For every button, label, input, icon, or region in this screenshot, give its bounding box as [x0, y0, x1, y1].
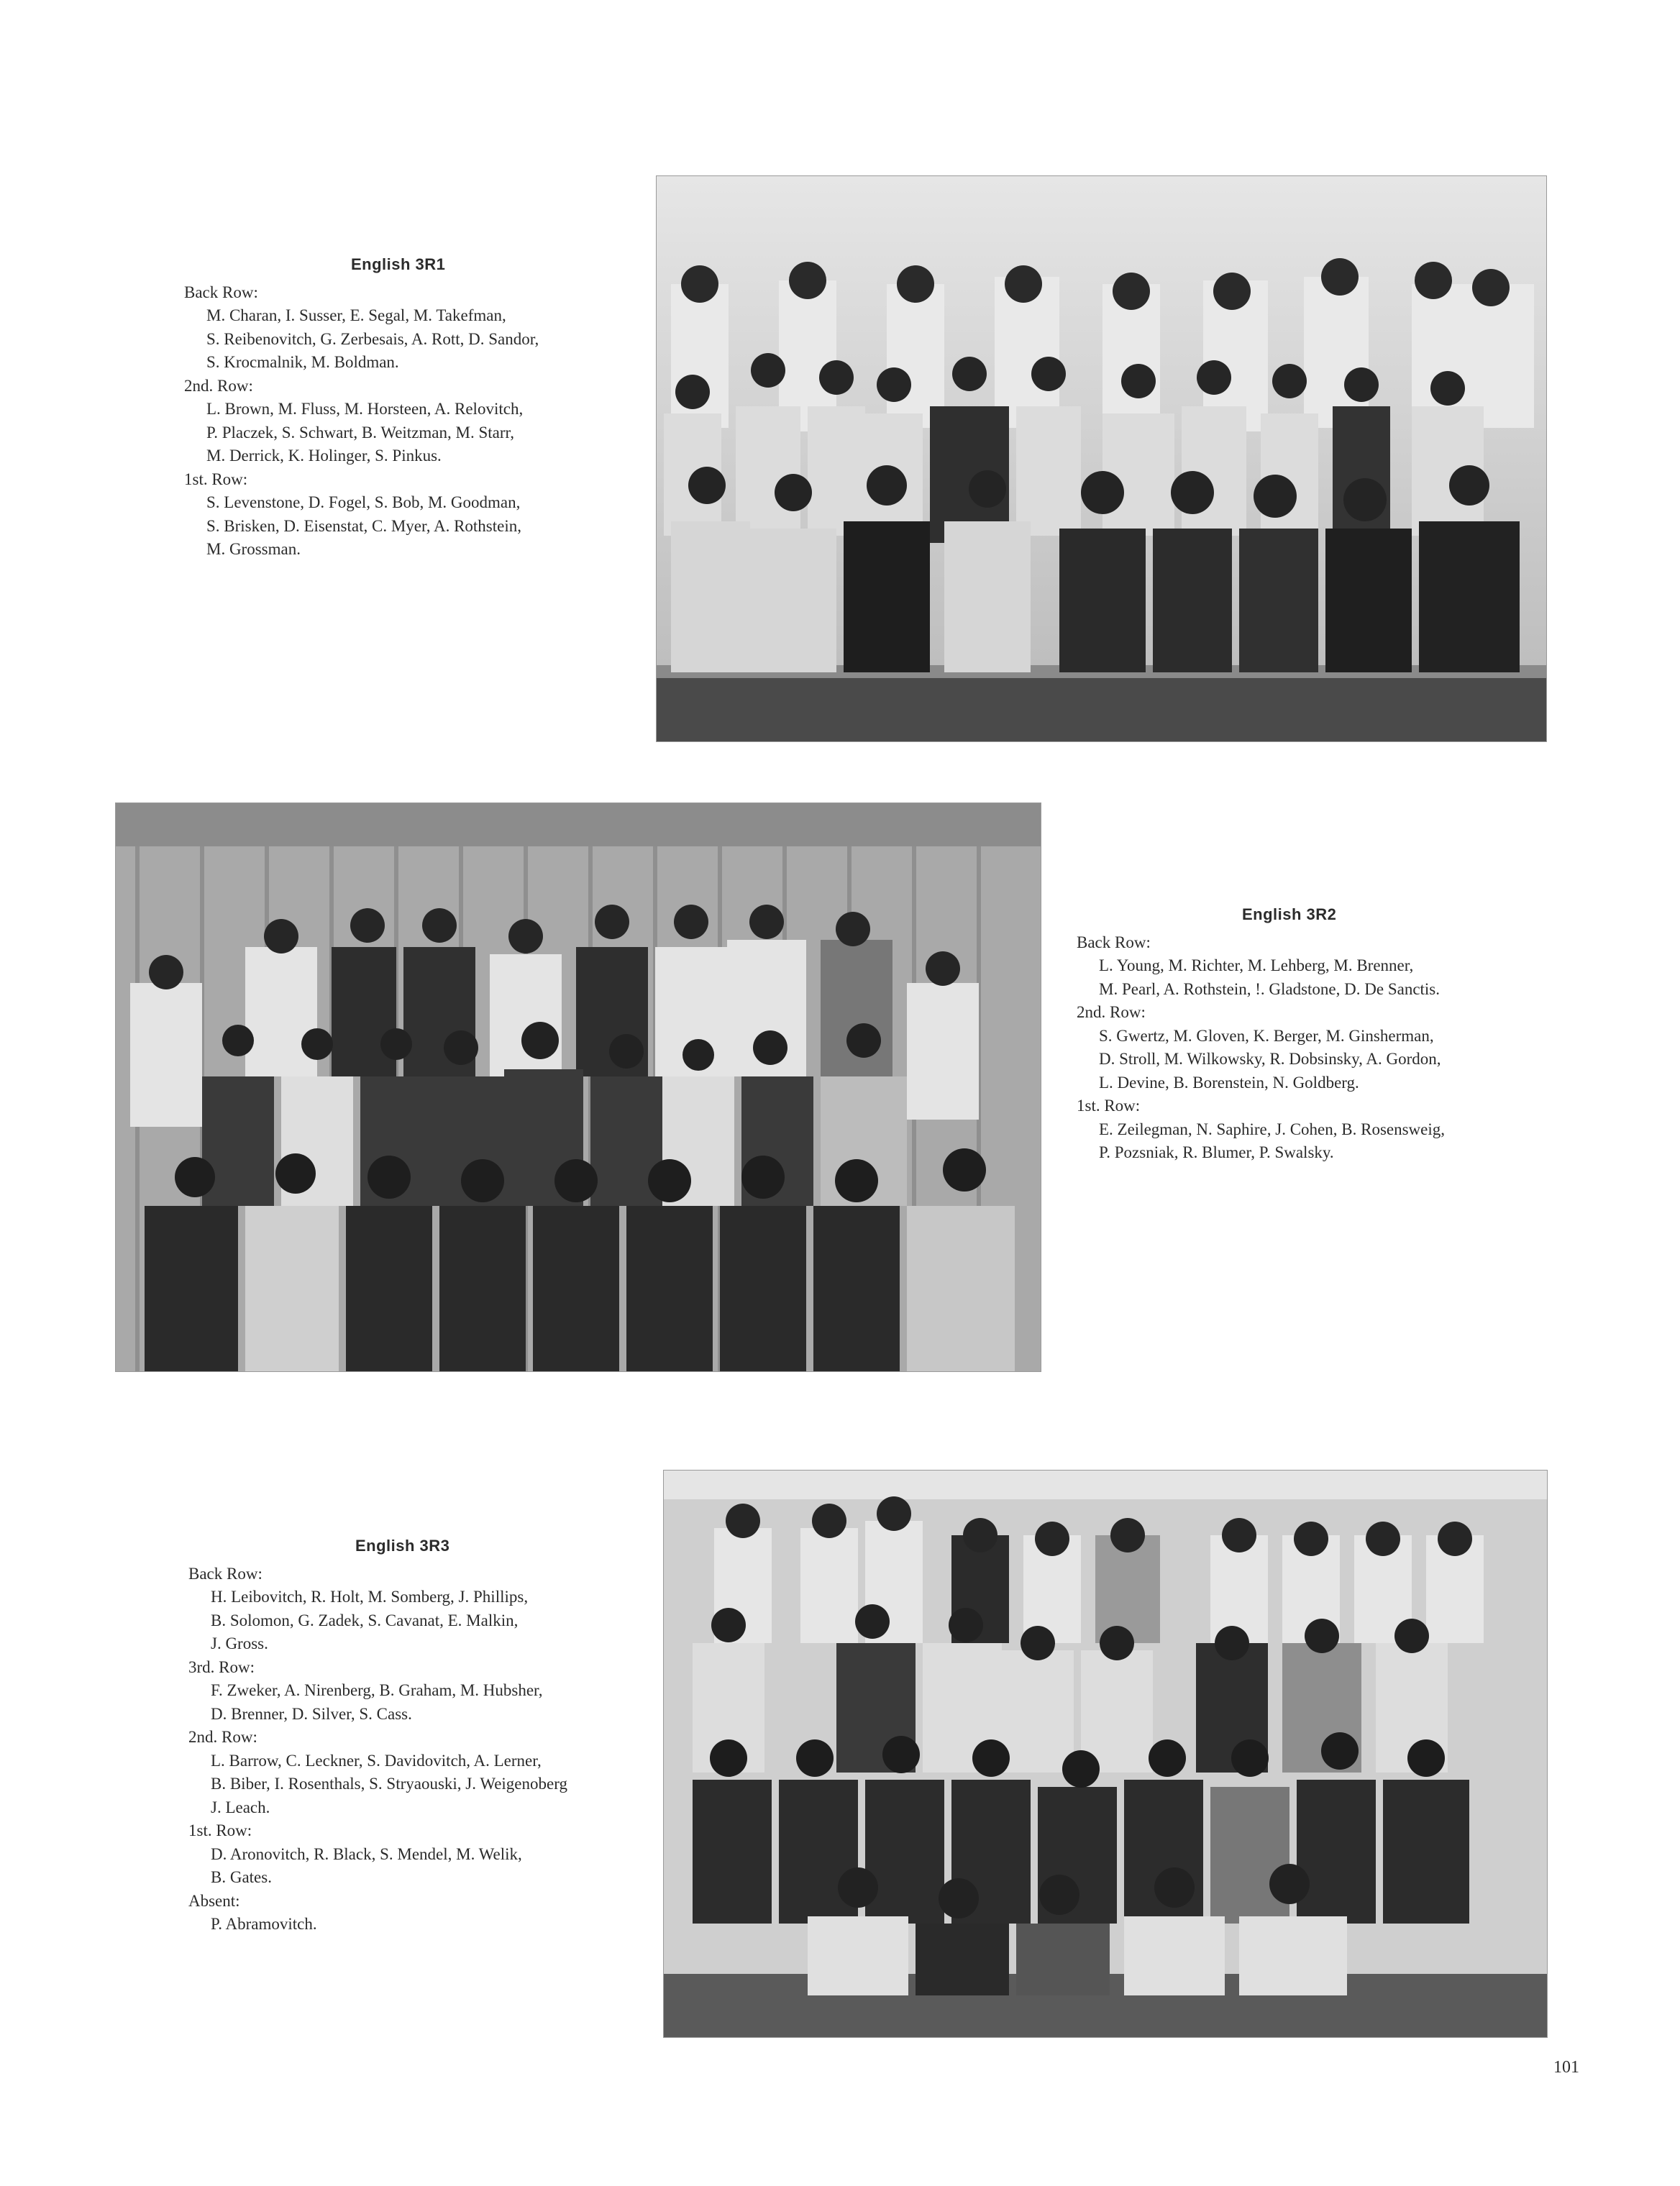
row-label: 2nd. Row: [1077, 1003, 1146, 1021]
class-photo-english-3r2 [115, 802, 1041, 1372]
names-line: J. Gross. [211, 1634, 268, 1652]
page-number: 101 [1553, 2058, 1579, 2077]
names-line: S. Gwertz, M. Gloven, K. Berger, M. Ginsherman, [1099, 1026, 1434, 1045]
row-label: Back Row: [1077, 933, 1151, 951]
row-label: 1st. Row: [188, 1821, 252, 1839]
section-title: English 3R1 [351, 255, 446, 273]
row-label: Absent: [188, 1891, 240, 1910]
row-label: Back Row: [188, 1564, 262, 1583]
row-names [184, 491, 539, 562]
names-line: J. Leach. [211, 1798, 270, 1816]
names-line: P. Placzek, S. Schwart, B. Weitzman, M. Starr, [206, 423, 514, 442]
row-label: 2nd. Row: [188, 1728, 257, 1746]
row-names [184, 304, 539, 375]
class-photo-english-3r3 [663, 1470, 1548, 2038]
names-line: D. Brenner, D. Silver, S. Cass. [211, 1704, 412, 1723]
row-label: 1st. Row: [184, 470, 248, 488]
names-line: D. Aronovitch, R. Black, S. Mendel, M. Welik, [211, 1844, 522, 1863]
row-label: 3rd. Row: [188, 1657, 255, 1676]
caption-english-3r2 [1077, 903, 1445, 1165]
row-names [188, 1913, 567, 1936]
names-line: B. Biber, I. Rosenthals, S. Stryaouski, J. Weigenoberg [211, 1775, 567, 1793]
row-names [184, 398, 539, 468]
names-line: M. Derrick, K. Holinger, S. Pinkus. [206, 447, 442, 465]
names-line: E. Zeilegman, N. Saphire, J. Cohen, B. Rosensweig, [1099, 1120, 1446, 1138]
names-line: L. Devine, B. Borenstein, N. Goldberg. [1099, 1073, 1359, 1092]
section-title: English 3R2 [1242, 905, 1337, 923]
row-names [1077, 1025, 1445, 1095]
names-line: P. Abramovitch. [211, 1915, 317, 1933]
row-names [188, 1586, 567, 1656]
caption-english-3r3 [188, 1535, 567, 1936]
names-line: M. Grossman. [206, 540, 301, 558]
row-names [188, 1679, 567, 1726]
class-photo-english-3r1 [656, 175, 1547, 742]
row-names [188, 1843, 567, 1890]
names-line: S. Levenstone, D. Fogel, S. Bob, M. Goodman, [206, 493, 521, 511]
names-line: B. Gates. [211, 1868, 272, 1886]
names-line: F. Zweker, A. Nirenberg, B. Graham, M. Hubsher, [211, 1681, 543, 1699]
names-line: S. Reibenovitch, G. Zerbesais, A. Rott, D. Sandor, [206, 329, 539, 348]
names-line: M. Pearl, A. Rothstein, !. Gladstone, D. De Sanctis. [1099, 979, 1441, 998]
names-line: B. Solomon, G. Zadek, S. Cavanat, E. Malkin, [211, 1611, 519, 1629]
names-line: M. Charan, I. Susser, E. Segal, M. Takefman, [206, 306, 506, 324]
names-line: P. Pozsniak, R. Blumer, P. Swalsky. [1099, 1143, 1334, 1161]
section-title: English 3R3 [355, 1537, 450, 1555]
row-label: 2nd. Row: [184, 376, 253, 395]
row-names [1077, 1118, 1445, 1165]
row-label: 1st. Row: [1077, 1097, 1141, 1115]
names-line: S. Krocmalnik, M. Boldman. [206, 353, 399, 371]
row-label: Back Row: [184, 283, 258, 301]
names-line: H. Leibovitch, R. Holt, M. Somberg, J. Phillips, [211, 1588, 529, 1606]
names-line: L. Young, M. Richter, M. Lehberg, M. Brenner, [1099, 956, 1414, 974]
names-line: D. Stroll, M. Wilkowsky, R. Dobsinsky, A. Gordon, [1099, 1050, 1441, 1068]
row-names [188, 1750, 567, 1820]
names-line: L. Barrow, C. Leckner, S. Davidovitch, A. Lerner, [211, 1751, 542, 1770]
row-names [1077, 954, 1445, 1001]
names-line: L. Brown, M. Fluss, M. Horsteen, A. Relovitch, [206, 400, 524, 418]
names-line: S. Brisken, D. Eisenstat, C. Myer, A. Rothstein, [206, 516, 521, 535]
caption-english-3r1 [184, 253, 539, 562]
